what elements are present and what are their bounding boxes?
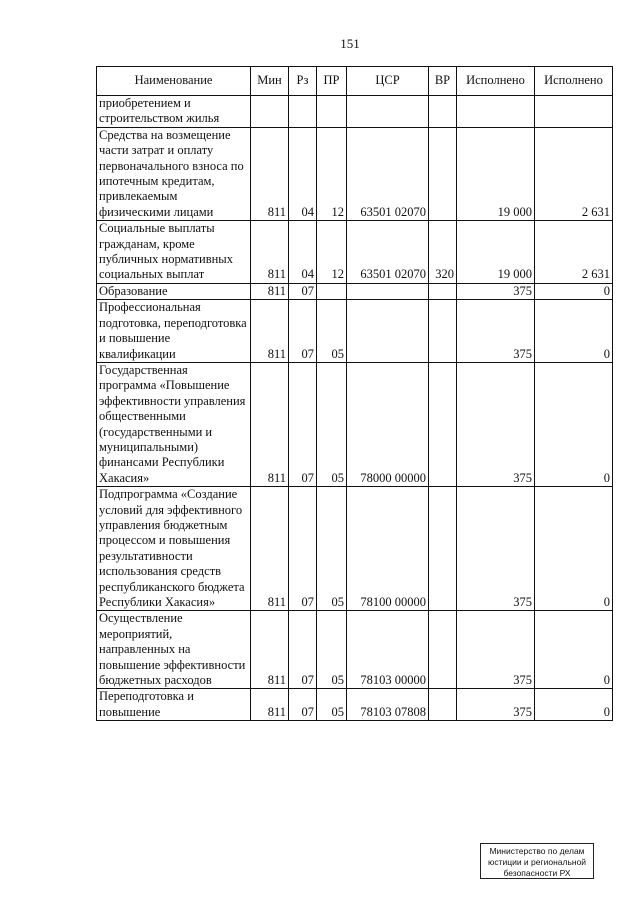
row-executed-2: 0 (535, 283, 613, 299)
row-rz: 07 (289, 362, 317, 486)
table-row (97, 127, 613, 220)
row-min: 811 (251, 283, 289, 299)
row-csr: 78103 07808 (347, 689, 429, 721)
row-csr: 78000 00000 (347, 362, 429, 486)
row-pr: 05 (317, 611, 347, 689)
row-pr: 12 (317, 221, 347, 284)
row-vr (429, 362, 457, 486)
row-name: Социальные выплаты гражданам, кроме публичных нормативных социальных выплат (97, 221, 251, 284)
row-executed-2: 0 (535, 689, 613, 721)
row-rz: 07 (289, 487, 317, 611)
row-vr (429, 487, 457, 611)
stamp-line: безопасности РХ (503, 868, 571, 878)
row-executed-2 (535, 96, 613, 128)
row-pr (317, 96, 347, 128)
header-vr: ВР (429, 67, 457, 96)
row-vr (429, 283, 457, 299)
row-min: 811 (251, 487, 289, 611)
header-executed-2: Исполнено (535, 67, 613, 96)
row-pr: 05 (317, 689, 347, 721)
row-min: 811 (251, 300, 289, 363)
table-row (97, 689, 613, 721)
header-rz: Рз (289, 67, 317, 96)
page-number: 151 (340, 36, 360, 51)
row-executed-1: 375 (457, 300, 535, 363)
row-pr (317, 283, 347, 299)
row-min: 811 (251, 127, 289, 220)
row-executed-2: 0 (535, 611, 613, 689)
row-executed-1: 375 (457, 689, 535, 721)
row-rz: 04 (289, 127, 317, 220)
row-name: Образование (97, 283, 251, 299)
row-csr: 63501 02070 (347, 221, 429, 284)
table-row (97, 283, 613, 299)
budget-table (96, 66, 613, 721)
row-name: Подпрограмма «Создание условий для эффективного управления бюджетным процессом и повышения результативности использования средств республиканского бюджета Республики Хакасия» (97, 487, 251, 611)
row-min: 811 (251, 362, 289, 486)
row-executed-1: 375 (457, 487, 535, 611)
row-name: Средства на возмещение части затрат и оплату первоначального взноса по ипотечным кредитам, привлекаемым физическими лицами (97, 127, 251, 220)
row-min: 811 (251, 221, 289, 284)
row-csr: 78100 00000 (347, 487, 429, 611)
table-header-row (97, 67, 613, 96)
row-vr (429, 127, 457, 220)
row-vr (429, 300, 457, 363)
row-pr: 12 (317, 127, 347, 220)
row-min: 811 (251, 689, 289, 721)
row-executed-1: 375 (457, 362, 535, 486)
table-row (97, 611, 613, 689)
row-min: 811 (251, 611, 289, 689)
row-rz: 04 (289, 221, 317, 284)
row-min (251, 96, 289, 128)
row-rz: 07 (289, 283, 317, 299)
row-name: приобретением и строительством жилья (97, 96, 251, 128)
row-csr (347, 96, 429, 128)
row-vr: 320 (429, 221, 457, 284)
stamp-line: Министерство по делам (489, 846, 585, 856)
table-row (97, 221, 613, 284)
row-rz: 07 (289, 611, 317, 689)
row-executed-1: 375 (457, 611, 535, 689)
row-name: Осуществление мероприятий, направленных на повышение эффективности бюджетных расходов (97, 611, 251, 689)
row-vr (429, 611, 457, 689)
row-executed-1 (457, 96, 535, 128)
row-pr: 05 (317, 487, 347, 611)
row-pr: 05 (317, 300, 347, 363)
ministry-stamp (480, 843, 594, 879)
row-executed-1: 375 (457, 283, 535, 299)
row-executed-1: 19 000 (457, 127, 535, 220)
header-min: Мин (251, 67, 289, 96)
table-row (97, 300, 613, 363)
table-row (97, 487, 613, 611)
row-executed-1: 19 000 (457, 221, 535, 284)
row-executed-2: 0 (535, 487, 613, 611)
table-row (97, 96, 613, 128)
row-name: Переподготовка и повышение (97, 689, 251, 721)
row-rz: 07 (289, 300, 317, 363)
table-row (97, 362, 613, 486)
row-name: Профессиональная подготовка, переподготовка и повышение квалификации (97, 300, 251, 363)
row-executed-2: 2 631 (535, 127, 613, 220)
row-csr: 63501 02070 (347, 127, 429, 220)
header-executed-1: Исполнено (457, 67, 535, 96)
row-csr (347, 283, 429, 299)
row-vr (429, 96, 457, 128)
header-csr: ЦСР (347, 67, 429, 96)
row-csr (347, 300, 429, 363)
row-executed-2: 0 (535, 300, 613, 363)
row-executed-2: 0 (535, 362, 613, 486)
row-csr: 78103 00000 (347, 611, 429, 689)
row-vr (429, 689, 457, 721)
header-pr: ПР (317, 67, 347, 96)
row-rz: 07 (289, 689, 317, 721)
row-name: Государственная программа «Повышение эффективности управления общественными (государственными и муниципальными) финансами Республики Хакасия» (97, 362, 251, 486)
row-executed-2: 2 631 (535, 221, 613, 284)
stamp-line: юстиции и региональной (487, 857, 587, 867)
header-name: Наименование (97, 67, 251, 96)
row-rz (289, 96, 317, 128)
row-pr: 05 (317, 362, 347, 486)
